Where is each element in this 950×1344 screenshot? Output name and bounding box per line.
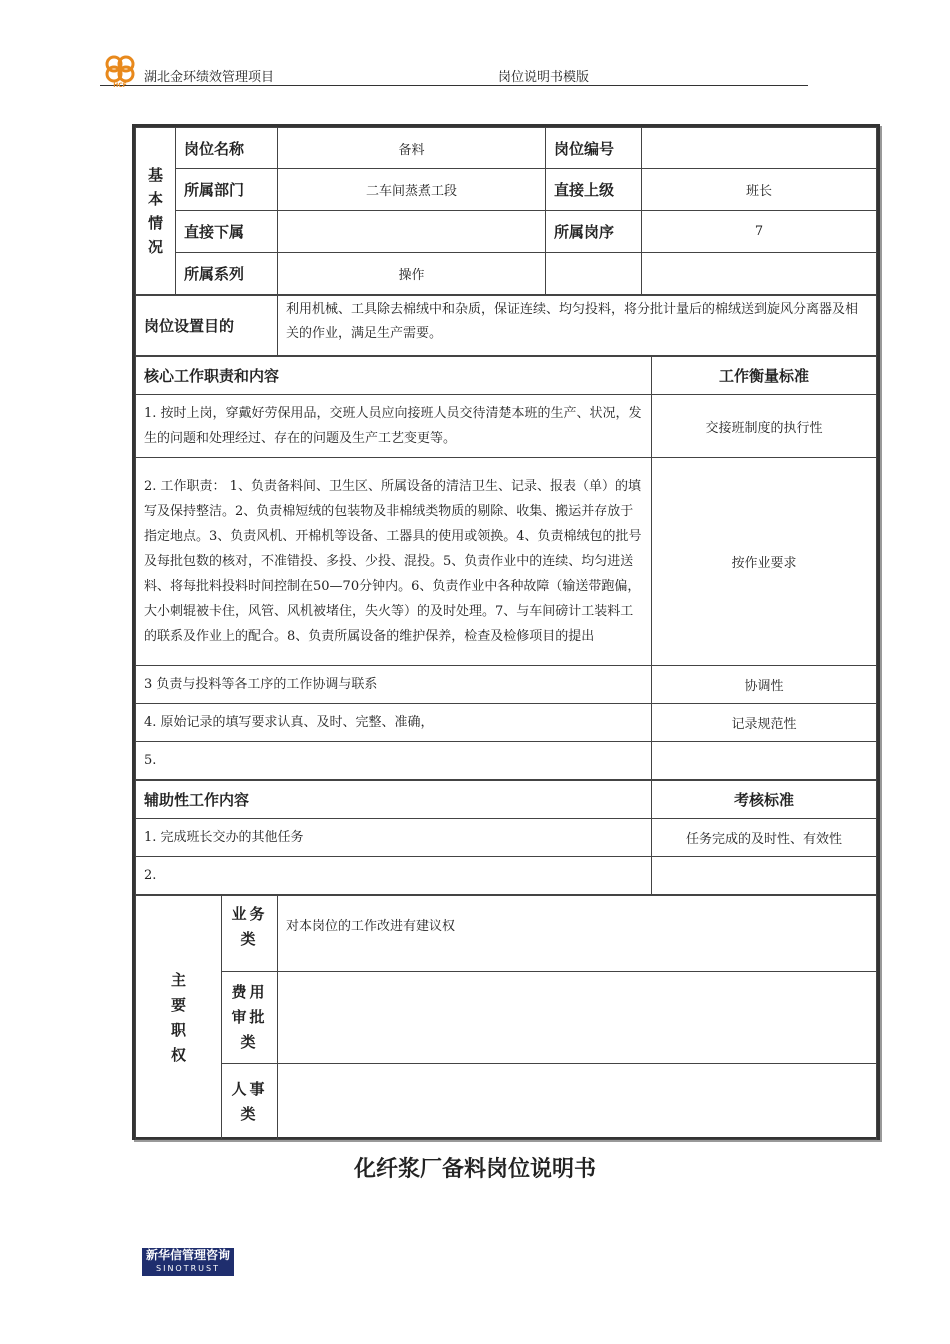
basic-section-label: 基本情况 [136, 128, 176, 295]
logo-text: HCF [113, 82, 127, 88]
page-header [100, 54, 808, 86]
label-position-name: 岗位名称 [176, 128, 278, 169]
core-header-right: 工作衡量标准 [652, 357, 877, 395]
authority-text-business: 对本岗位的工作改进有建议权 [278, 896, 877, 972]
authority-label-business: 业务类 [222, 896, 278, 972]
sinotrust-logo [142, 1248, 234, 1276]
value-series: 操作 [278, 253, 546, 295]
aux-header-right: 考核标准 [652, 781, 877, 819]
authority-text-expense [278, 972, 877, 1064]
authority-table [135, 895, 877, 1140]
core-item-standard: 按作业要求 [652, 458, 877, 666]
basic-info-table [135, 127, 877, 295]
hcf-logo-icon [100, 54, 140, 88]
document-type: 岗位说明书模版 [498, 70, 590, 85]
core-item-content: 4. 原始记录的填写要求认真、及时、完整、准确， [136, 704, 652, 742]
document-title: 化纤浆厂备料岗位说明书 [353, 1157, 596, 1182]
footer-logo-en: SINOTRUST [156, 1264, 220, 1273]
purpose-label: 岗位设置目的 [136, 296, 278, 356]
aux-header-left: 辅助性工作内容 [136, 781, 652, 819]
authority-section-label: 主要职权 [136, 896, 222, 1140]
core-item-content: 3 负责与投料等各工序的工作协调与联系 [136, 666, 652, 704]
core-item-standard [652, 742, 877, 780]
aux-item-content: 1. 完成班长交办的其他任务 [136, 819, 652, 857]
value-position-name: 备料 [278, 128, 546, 169]
value-department: 二车间蒸煮工段 [278, 169, 546, 211]
core-duties-table [135, 356, 877, 780]
core-item-content: 5. [136, 742, 652, 780]
empty-cell [546, 253, 642, 295]
job-description-sheet [132, 124, 880, 1140]
aux-duties-table [135, 780, 877, 895]
label-rank: 所属岗序 [546, 211, 642, 253]
core-header-left: 核心工作职责和内容 [136, 357, 652, 395]
label-series: 所属系列 [176, 253, 278, 295]
core-item-content: 2. 工作职责： 1、负责备料间、卫生区、所属设备的清洁卫生、记录、报表（单）的填写及保持整洁。2、负责棉短绒的包装物及非棉绒类物质的剔除、收集、搬运并存放于指定地点。3、负责风机、开棉机等设备、工器具的使用或领换。4、负责棉绒包的批号及每批包数的核对，不准错投、多投、少投、混投。5、负责作业中的连续、均匀进送料、将每批料投料时间控制在50—70分钟内。6、负责作业中各种故障（输送带跑偏，大小刺辊被卡住，风管、风机被堵住，失火等）的及时处理。7、与车间磅计工装料工的联系及作业上的配合。8、负责所属设备的维护保养，检查及检修项目的提出 [136, 458, 652, 666]
label-position-code: 岗位编号 [546, 128, 642, 169]
project-name: 湖北金环绩效管理项目 [144, 70, 275, 85]
authority-label-personnel: 人事类 [222, 1064, 278, 1140]
core-item-standard: 协调性 [652, 666, 877, 704]
value-position-code [642, 128, 877, 169]
label-supervisor: 直接上级 [546, 169, 642, 211]
core-item-standard: 交接班制度的执行性 [652, 395, 877, 458]
empty-cell [642, 253, 877, 295]
authority-label-expense: 费用审批类 [222, 972, 278, 1064]
value-subordinates [278, 211, 546, 253]
core-item-content: 1. 按时上岗，穿戴好劳保用品，交班人员应向接班人员交待清楚本班的生产、状况，发生的问题和处理经过、存在的问题及生产工艺变更等。 [136, 395, 652, 458]
purpose-text: 利用机械、工具除去棉绒中和杂质，保证连续、均匀投料，将分批计量后的棉绒送到旋风分离器及相关的作业，满足生产需要。 [278, 296, 877, 356]
label-subordinates: 直接下属 [176, 211, 278, 253]
core-item-standard: 记录规范性 [652, 704, 877, 742]
aux-item-standard: 任务完成的及时性、有效性 [652, 819, 877, 857]
aux-item-standard [652, 857, 877, 895]
label-department: 所属部门 [176, 169, 278, 211]
purpose-table [135, 295, 877, 356]
footer-logo-cn: 新华信管理咨询 [145, 1248, 230, 1262]
authority-text-personnel [278, 1064, 877, 1140]
value-supervisor: 班长 [642, 169, 877, 211]
value-rank: 7 [642, 211, 877, 253]
aux-item-content: 2. [136, 857, 652, 895]
